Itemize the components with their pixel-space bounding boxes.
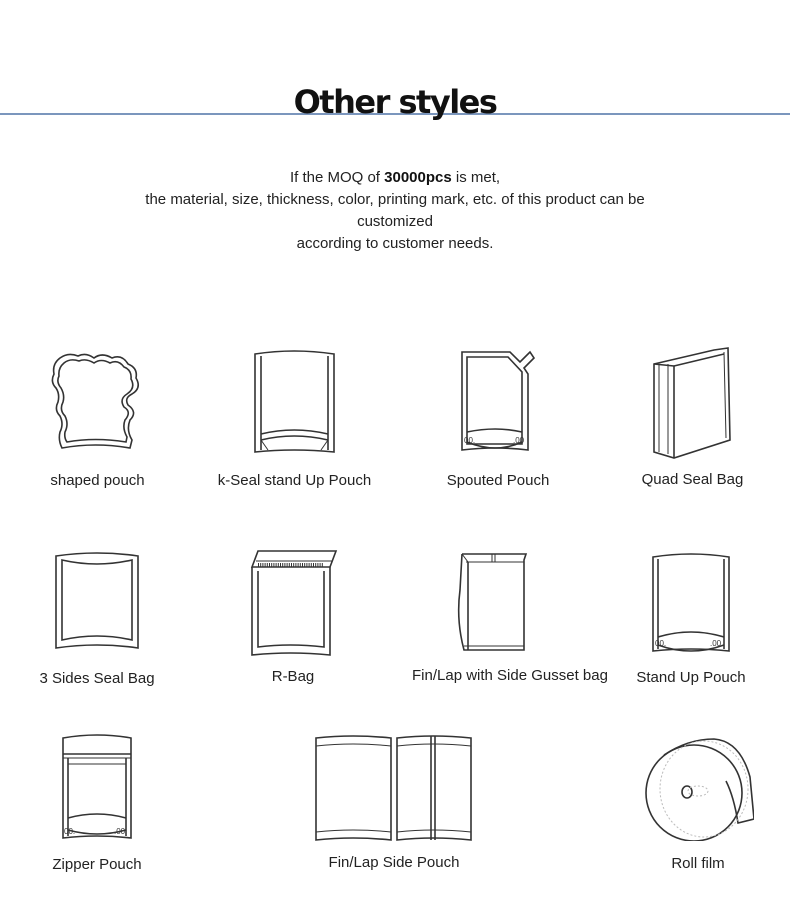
moq-suffix: is met, [451,169,501,186]
moq-quantity: 30000pcs [384,169,452,186]
style-item-shaped-pouch [50,350,145,489]
description-line-3: customized [357,213,433,230]
side-gusset-bag-icon [452,550,532,656]
style-label: shaped pouch [50,472,145,489]
svg-text:.00: .00 [114,827,126,836]
style-label: Fin/Lap Side Pouch [328,854,460,871]
r-bag-icon [248,547,338,659]
stand-up-pouch-icon [650,553,732,657]
k-seal-pouch-icon [252,350,337,455]
style-item-k-seal-stand-up-pouch [217,350,372,489]
shaped-pouch-icon [50,350,145,455]
style-item-zipper-pouch [52,734,142,873]
style-label: Roll film [671,855,725,872]
section-title [0,80,790,124]
svg-text:00.: 00. [64,827,76,836]
section-title-text: Other styles [293,83,497,121]
svg-text:.00: .00 [513,436,525,445]
style-item-quad-seal-bag [641,346,744,488]
quad-seal-bag-icon [650,346,735,461]
style-item-3-sides-seal-bag [39,552,155,687]
svg-text:00.: 00. [464,436,476,445]
style-item-r-bag [248,547,338,685]
customization-description [0,167,790,255]
style-item-fin-lap-side-pouch [313,734,475,871]
style-item-spouted-pouch [446,346,550,489]
moq-prefix: If the MOQ of [289,169,385,186]
description-line-4: according to customer needs. [296,235,494,252]
style-item-stand-up-pouch [636,553,746,686]
description-line-2: the material, size, thickness, color, printing mark, etc. of this product can be [145,191,645,208]
svg-text:.00: .00 [710,639,722,648]
roll-film-icon [642,737,754,841]
style-item-fin-lap-side-gusset-bag [412,550,608,684]
style-label: Spouted Pouch [446,472,550,489]
style-label: Zipper Pouch [52,856,142,873]
style-label: Stand Up Pouch [636,669,746,686]
style-label: R-Bag [271,668,315,685]
fin-lap-side-pouch-icon [313,734,475,844]
style-label: Quad Seal Bag [641,471,744,488]
style-label: Fin/Lap with Side Gusset bag [412,667,608,684]
svg-text:00.: 00. [655,639,667,648]
style-label: k-Seal stand Up Pouch [217,472,372,489]
style-item-roll-film [642,737,754,872]
style-label: 3 Sides Seal Bag [39,670,155,687]
three-side-seal-bag-icon [53,552,141,654]
spouted-pouch-icon [458,346,538,456]
zipper-pouch-icon [60,734,134,842]
description-line-1 [0,167,790,189]
